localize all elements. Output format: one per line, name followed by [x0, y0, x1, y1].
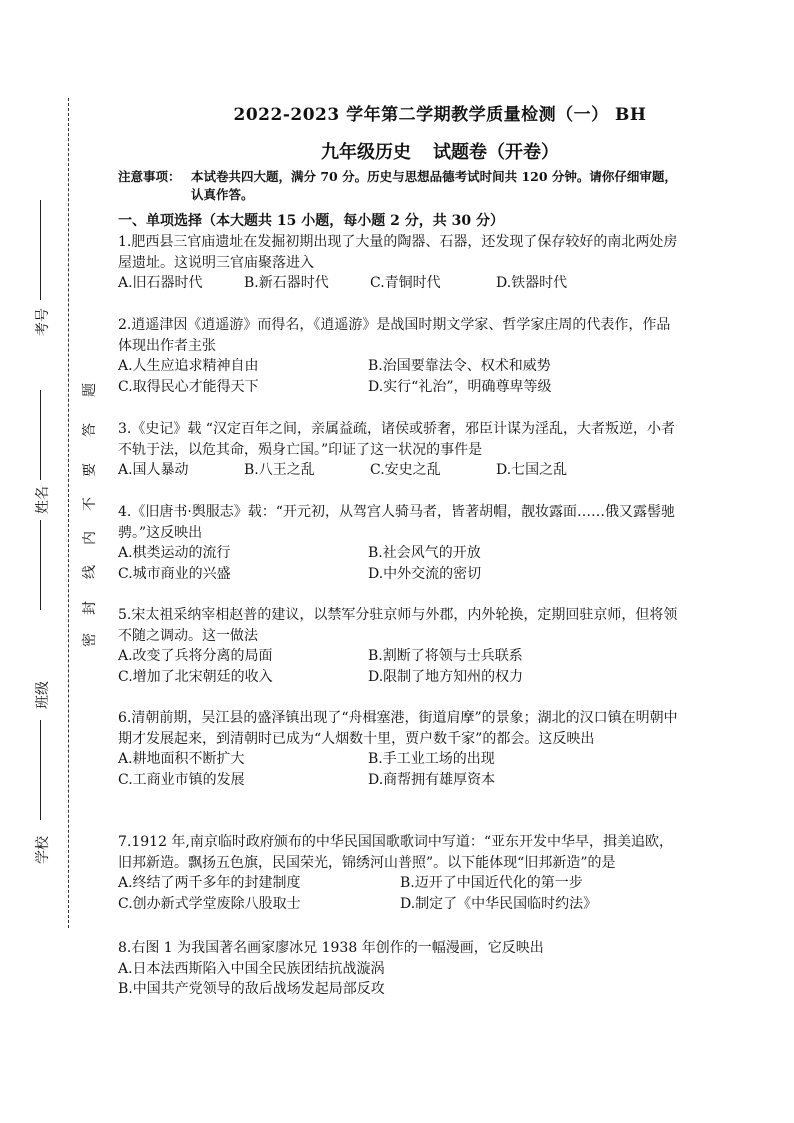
option: A.耕地面积不断扩大: [118, 751, 245, 767]
option: B.中国共产党领导的敌后战场发起局部反攻: [118, 981, 385, 997]
option: C.城市商业的兴盛: [118, 565, 231, 582]
question-4: [118, 502, 680, 584]
option: C.工商业市镇的发展: [118, 771, 245, 788]
field-exam-no-label: 考号: [35, 308, 51, 336]
seal-char: 封: [82, 601, 98, 615]
question-stem: 4.《旧唐书·舆服志》载：“开元初，从驾宫人骑马者，皆著胡帽，靓妆露面……俄又露髻驰骋。”这反映出: [118, 504, 675, 541]
option: C.增加了北宋朝廷的收入: [118, 668, 273, 685]
option: B.割断了将领与士兵联系: [368, 648, 523, 664]
section-heading: 一、单项选择（本大题共 15 小题，每小题 2 分，共 30 分）: [118, 213, 504, 229]
exam-subtitle: [130, 138, 750, 164]
field-name-line: [40, 390, 41, 480]
seal-char: 密: [82, 633, 98, 647]
seal-char: 内: [82, 531, 98, 545]
question-6: [118, 708, 680, 790]
question-stem: 8.右图 1 为我国著名画家廖冰兄 1938 年创作的一幅漫画，它反映出: [118, 940, 544, 956]
seal-char: 要: [82, 463, 98, 477]
field-class-line: [40, 720, 41, 820]
options-row: [118, 749, 680, 770]
question-5: [118, 605, 680, 687]
option: A.人生应追求精神自由: [118, 358, 259, 374]
question-2: [118, 315, 680, 397]
field-school-label: 学校: [35, 836, 51, 864]
options-row: [118, 667, 680, 688]
options-row: [118, 273, 680, 294]
option: C.创办新式学堂废除八股取士: [118, 895, 301, 912]
option: D.铁器时代: [496, 275, 568, 291]
option: D.实行“礼治”，明确尊卑等级: [368, 378, 552, 395]
option: B.八王之乱: [244, 462, 315, 478]
question-stem: 1.肥西县三官庙遗址在发掘初期出现了大量的陶器、石器，还发现了保存较好的南北两处房屋遗址。这说明三官庙聚落进入: [118, 234, 678, 271]
option: A.日本法西斯陷入中国全民族团结抗战漩涡: [118, 960, 385, 977]
options-row: [118, 356, 680, 377]
question-stem: 5.宋太祖采纳宰相赵普的建议，以禁军分驻京师与外郡，内外轮换，定期回驻京师，但将领不随之调动。这一做法: [118, 607, 678, 644]
option: B.新石器时代: [244, 275, 329, 291]
exam-title: 2022-2023 学年第二学期教学质量检测（一） BH: [233, 105, 647, 125]
option: A.改变了兵将分离的局面: [118, 648, 273, 664]
options-row: [118, 460, 680, 481]
options-row: [118, 894, 680, 915]
question-stem: 7.1912 年,南京临时政府颁布的中华民国国歌歌词中写道：“亚东开发中华早，揖美追欧，旧邦新造。飘扬五色旗，民国荣光，锦绣河山普照”。以下能体现“旧邦新造”的是: [118, 834, 674, 871]
option: B.手工业工场的出现: [368, 751, 495, 767]
subject-label: 九年级历史: [321, 142, 411, 163]
seal-char: 答: [82, 423, 98, 437]
option: D.商帮拥有雄厚资本: [368, 771, 496, 788]
option: C.取得民心才能得天下: [118, 378, 259, 395]
option: C.安史之乱: [370, 462, 441, 478]
options-row: [118, 564, 680, 585]
seal-char: 题: [82, 383, 98, 397]
question-stem: 3.《史记》载 “汉定百年之间，亲属益疏，诸侯或骄奢，邪臣计谋为淫乱，大者叛逆，小者不轨于法，以危其命，殒身亡国。”印证了这一状况的事件是: [118, 421, 675, 458]
option: D.中外交流的密切: [368, 565, 482, 582]
option: A.旧石器时代: [118, 275, 203, 291]
seal-char: 不: [82, 497, 98, 511]
notice-label: 注意事项：: [118, 169, 181, 184]
option: C.青铜时代: [370, 275, 441, 291]
question-3: [118, 419, 680, 481]
option: A.终结了两千多年的封建制度: [118, 875, 301, 891]
field-exam-no-line: [40, 200, 41, 300]
paper-type-label: 试题卷（开卷）: [433, 142, 559, 163]
option: D.限制了地方知州的权力: [368, 668, 524, 685]
question-stem: 6.清朝前期，吴江县的盛泽镇出现了“舟楫塞港，街道肩摩”的景象；湖北的汉口镇在明朝中期才发展起来，到清朝时已成为“人烟数十里，贾户数千家”的都会。这反映出: [118, 710, 678, 747]
option: A.国人暴动: [118, 462, 189, 478]
question-1: [118, 232, 680, 294]
field-name-line-2: [40, 520, 41, 610]
notice: [118, 168, 683, 204]
field-name-label: 姓名: [35, 486, 51, 514]
question-stem: 2.逍遥津因《逍遥游》而得名，《逍遥游》是战国时期文学家、哲学家庄周的代表作，作品体现出作者主张: [118, 317, 671, 354]
options-row: [118, 770, 680, 791]
question-7: [118, 832, 680, 914]
option: B.社会风气的开放: [368, 545, 481, 561]
option: D.七国之乱: [496, 462, 568, 478]
option: D.制定了《中华民国临时约法》: [400, 895, 598, 912]
field-class-label: 班级: [35, 681, 51, 709]
options-row: [118, 646, 680, 667]
option: B.治国要靠法令、权术和威势: [368, 358, 551, 374]
notice-text: 本试卷共四大题，满分 70 分。历史与思想品德考试时间共 120 分钟。请你仔细审题，认真作答。: [191, 169, 677, 202]
options-row: [118, 377, 680, 398]
seal-char: 线: [82, 565, 98, 579]
binding-dashed-line: [68, 98, 69, 928]
option: A.棋类运动的流行: [118, 545, 231, 561]
options-row: [118, 543, 680, 564]
question-8: [118, 938, 680, 1000]
options-row: [118, 873, 680, 894]
option: B.迈开了中国近代化的第一步: [400, 875, 583, 891]
